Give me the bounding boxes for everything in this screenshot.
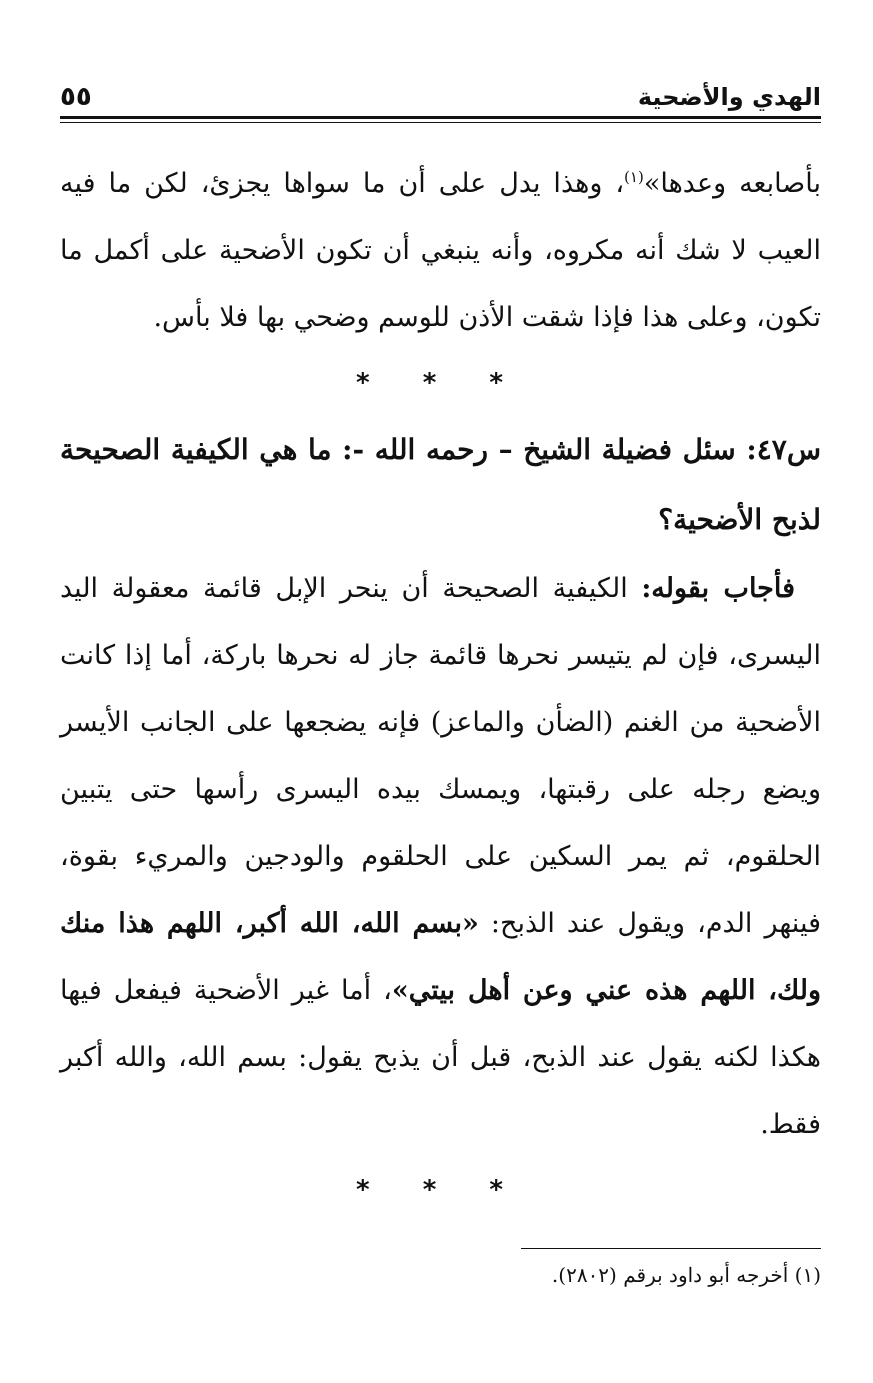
- footnotes: [60, 1248, 821, 1291]
- answer-text-part-1: الكيفية الصحيحة أن ينحر الإبل قائمة معقولة اليد اليسرى، فإن لم يتيسر نحرها قائمة جاز له نحرها باركة، أما إذا كانت الأضحية من الغنم (الضأن والماعز) فإنه يضجعها على الجانب الأيسر ويضع رجله على رقبتها، ويمسك بيده اليسرى رأسها حتى يتبين الحلقوم، ثم يمر السكين على الحلقوم والودجين والمريء بقوة، فينهر الدم، ويقول عند الذبح:: [60, 573, 821, 939]
- footnote-rule: [521, 1248, 821, 1249]
- paragraph-text-start: بأصابعه وعدها»: [643, 168, 821, 199]
- header-rule-thick: [60, 116, 821, 119]
- footnote-1: (١) أخرجه أبو داود برقم (٢٨٠٢).: [551, 1263, 821, 1287]
- paragraph-continued: [60, 150, 821, 351]
- page-header: [60, 80, 821, 118]
- page-body: [60, 150, 821, 1222]
- section-separator: * * *: [356, 368, 525, 398]
- section-separator-end: * * *: [356, 1175, 525, 1205]
- answer-intro: فأجاب بقوله:: [641, 573, 795, 604]
- question-heading: س٤٧: سئل فضيلة الشيخ – رحمه الله -: ما هي الكيفية الصحيحة لذبح الأضحية؟: [60, 433, 821, 536]
- page-number: ٥٥: [60, 82, 92, 112]
- answer-text-part-2: ، أما غير الأضحية فيفعل فيها هكذا لكنه يقول عند الذبح، قبل أن يذبح يقول: بسم الله، والله أكبر فقط.: [60, 975, 821, 1140]
- dua-quote: «بسم الله، الله أكبر، اللهم هذا منك ولك، اللهم هذه عني وعن أهل بيتي»: [60, 908, 821, 1006]
- footnote-reference: (١): [624, 168, 644, 186]
- running-title: الهدي والأضحية: [637, 83, 821, 111]
- header-rule-thin: [60, 122, 821, 123]
- answer-paragraph: [60, 555, 821, 1158]
- paragraph-text-rest: ، وهذا يدل على أن ما سواها يجزئ، لكن ما فيه العيب لا شك أنه مكروه، وأنه ينبغي أن تكون الأضحية على أكمل ما تكون، وعلى هذا فإذا شقت الأذن للوسم وضحي بها فلا بأس.: [60, 168, 821, 333]
